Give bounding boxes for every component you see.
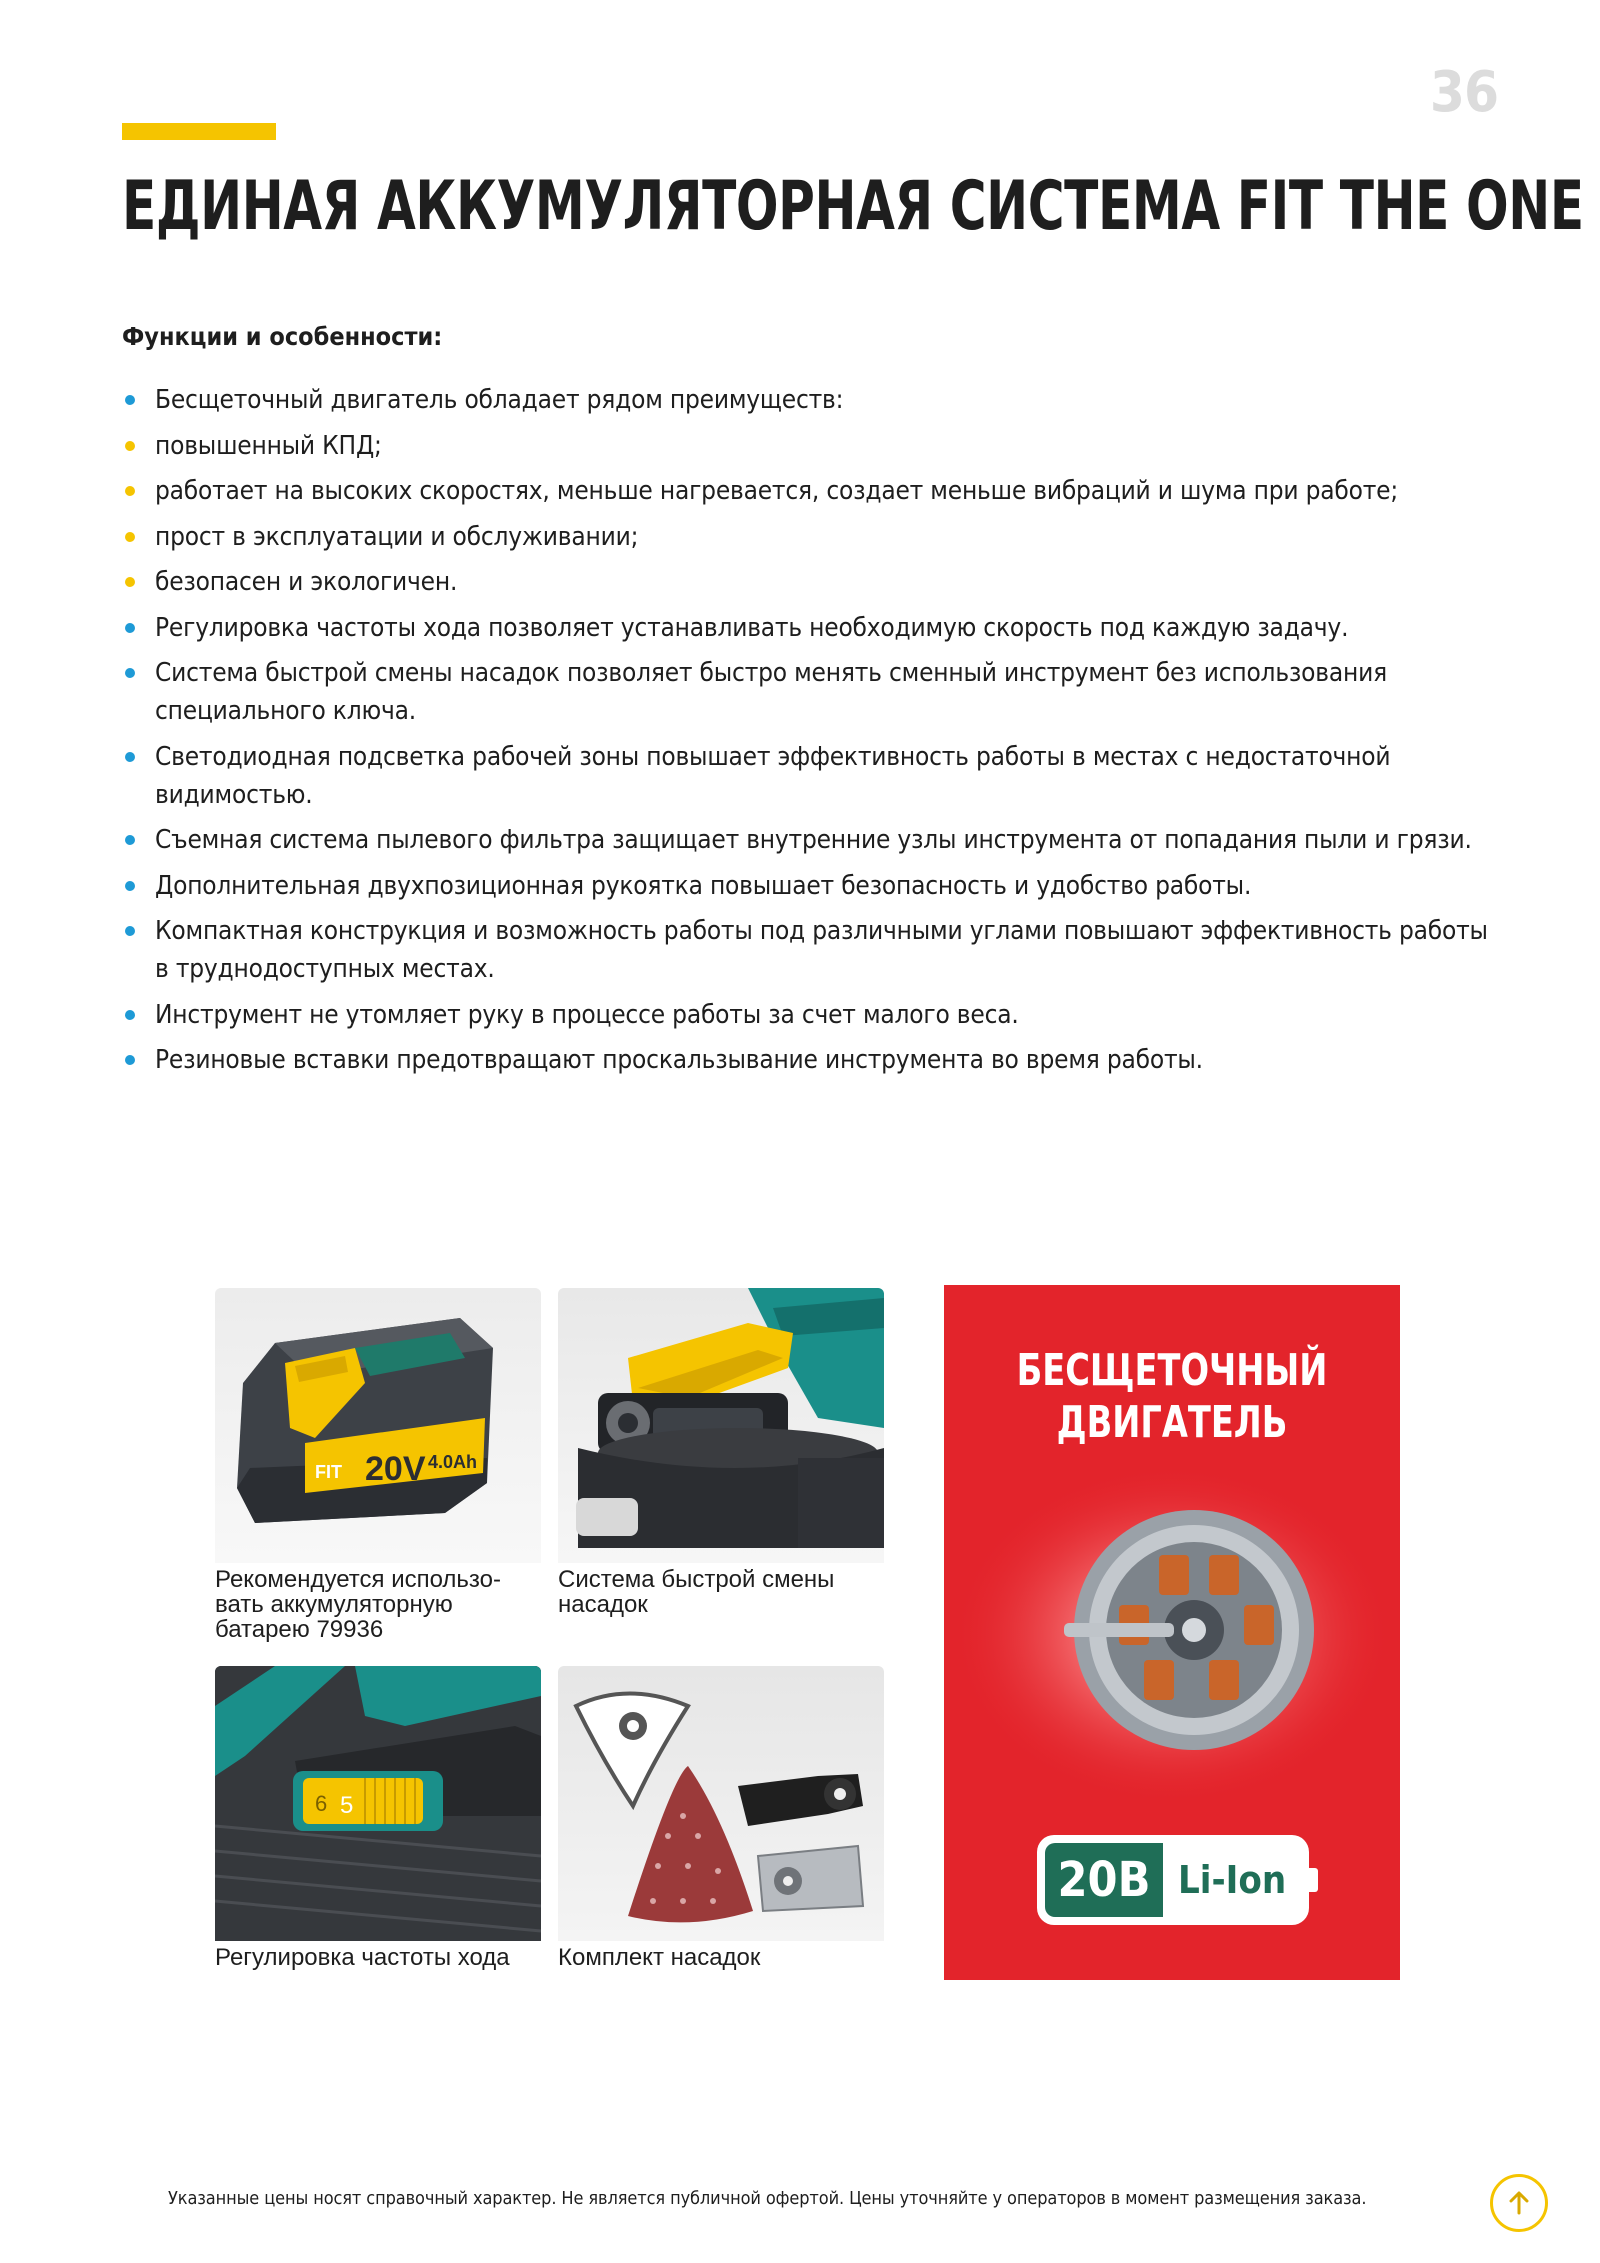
bullet-icon xyxy=(125,835,135,845)
features-list xyxy=(122,381,1502,1087)
brushless-motor-promo xyxy=(944,1285,1400,1980)
feature-text: безопасен и экологичен. xyxy=(155,567,458,597)
attachments-caption: Комплект насадок xyxy=(558,1941,888,1970)
feature-item xyxy=(122,609,1502,647)
speed-dial-value-5: 5 xyxy=(340,1792,354,1819)
battery-volt-label: 20V xyxy=(365,1450,426,1488)
battery-capacity-label: 4.0Ah xyxy=(428,1452,478,1472)
bullet-icon xyxy=(125,926,135,936)
bullet-icon xyxy=(125,1055,135,1065)
attachments-card xyxy=(558,1666,884,1970)
speed-dial-photo xyxy=(215,1666,541,1941)
quick-change-card xyxy=(558,1288,884,1617)
bullet-icon xyxy=(125,668,135,678)
bullet-icon xyxy=(125,532,135,542)
battery-terminal-icon xyxy=(1309,1868,1318,1892)
bullet-icon xyxy=(125,577,135,587)
feature-item xyxy=(122,867,1502,905)
bullet-icon xyxy=(125,395,135,405)
battery-card xyxy=(215,1288,541,1642)
feature-item xyxy=(122,654,1502,730)
feature-item xyxy=(122,472,1502,510)
li-ion-badge xyxy=(1042,1840,1304,1920)
feature-item xyxy=(122,821,1502,859)
battery-brand-label: FIT xyxy=(315,1462,342,1482)
speed-dial-value-6: 6 xyxy=(315,1791,328,1816)
battery-caption: Рекомендуется использо-вать аккумуляторную батарею 79936 xyxy=(215,1566,501,1643)
attachments-photo xyxy=(558,1666,884,1941)
promo-title-line2: ДВИГАТЕЛЬ xyxy=(1056,1397,1288,1448)
feature-text: Компактная конструкция и возможность работы под различными углами повышают эффективность работы в труднодоступных местах. xyxy=(155,916,1488,984)
quick-change-caption: Система быстрой смены насадок xyxy=(558,1566,835,1618)
feature-text: Съемная система пылевого фильтра защищает внутренние узлы инструмента от попадания пыли и грязи. xyxy=(155,825,1472,855)
feature-item xyxy=(122,381,1502,419)
feature-text: Инструмент не утомляет руку в процессе работы за счет малого веса. xyxy=(155,999,1019,1030)
speed-dial-card xyxy=(215,1666,541,1970)
feature-text: Система быстрой смены насадок позволяет быстро менять сменный инструмент без использования специального ключа. xyxy=(155,658,1387,726)
feature-text: Бесщеточный двигатель обладает рядом преимуществ: xyxy=(155,385,844,415)
brushless-motor-image xyxy=(944,1455,1400,1815)
footer-disclaimer: Указанные цены носят справочный характер. Не является публичной офертой. Цены уточняйте у операторов в момент размещения заказа. xyxy=(168,2188,1367,2209)
feature-item xyxy=(122,518,1502,556)
battery-photo xyxy=(215,1288,541,1563)
bullet-icon xyxy=(125,752,135,762)
bullet-icon xyxy=(125,441,135,451)
feature-text: Резиновые вставки предотвращают проскальзывание инструмента во время работы. xyxy=(155,1045,1203,1075)
badge-voltage: 20В xyxy=(1045,1843,1163,1917)
feature-text: Дополнительная двухпозиционная рукоятка повышает безопасность и удобство работы. xyxy=(155,870,1252,901)
feature-item xyxy=(122,1041,1502,1079)
page-title: ЕДИНАЯ АККУМУЛЯТОРНАЯ СИСТЕМА FIT THE ONE xyxy=(122,167,1584,246)
feature-text: Регулировка частоты хода позволяет устанавливать необходимую скорость под каждую задачу. xyxy=(155,612,1349,643)
feature-text: повышенный КПД; xyxy=(155,430,382,461)
feature-item xyxy=(122,563,1502,601)
features-heading: Функции и особенности: xyxy=(122,322,443,351)
feature-text: Светодиодная подсветка рабочей зоны повышает эффективность работы в местах с недостаточной видимостью. xyxy=(155,741,1391,810)
quick-change-photo xyxy=(558,1288,884,1563)
feature-text: прост в эксплуатации и обслуживании; xyxy=(155,521,639,552)
bullet-icon xyxy=(125,881,135,891)
title-accent-bar xyxy=(122,123,276,140)
promo-title xyxy=(978,1345,1366,1449)
feature-item xyxy=(122,427,1502,465)
feature-item xyxy=(122,738,1502,814)
feature-item xyxy=(122,912,1502,988)
feature-item xyxy=(122,996,1502,1034)
scroll-to-top-button[interactable] xyxy=(1490,2174,1548,2232)
arrow-up-icon xyxy=(1505,2189,1533,2217)
bullet-icon xyxy=(125,1010,135,1020)
feature-text: работает на высоких скоростях, меньше нагревается, создает меньше вибраций и шума при работе; xyxy=(155,476,1399,506)
bullet-icon xyxy=(125,486,135,496)
bullet-icon xyxy=(125,623,135,633)
badge-chemistry: Li-Ion xyxy=(1178,1858,1287,1902)
speed-dial-caption: Регулировка частоты хода xyxy=(215,1941,545,1970)
page-number: 36 xyxy=(1429,60,1498,125)
promo-title-line1: БЕСЩЕТОЧНЫЙ xyxy=(1016,1345,1328,1396)
